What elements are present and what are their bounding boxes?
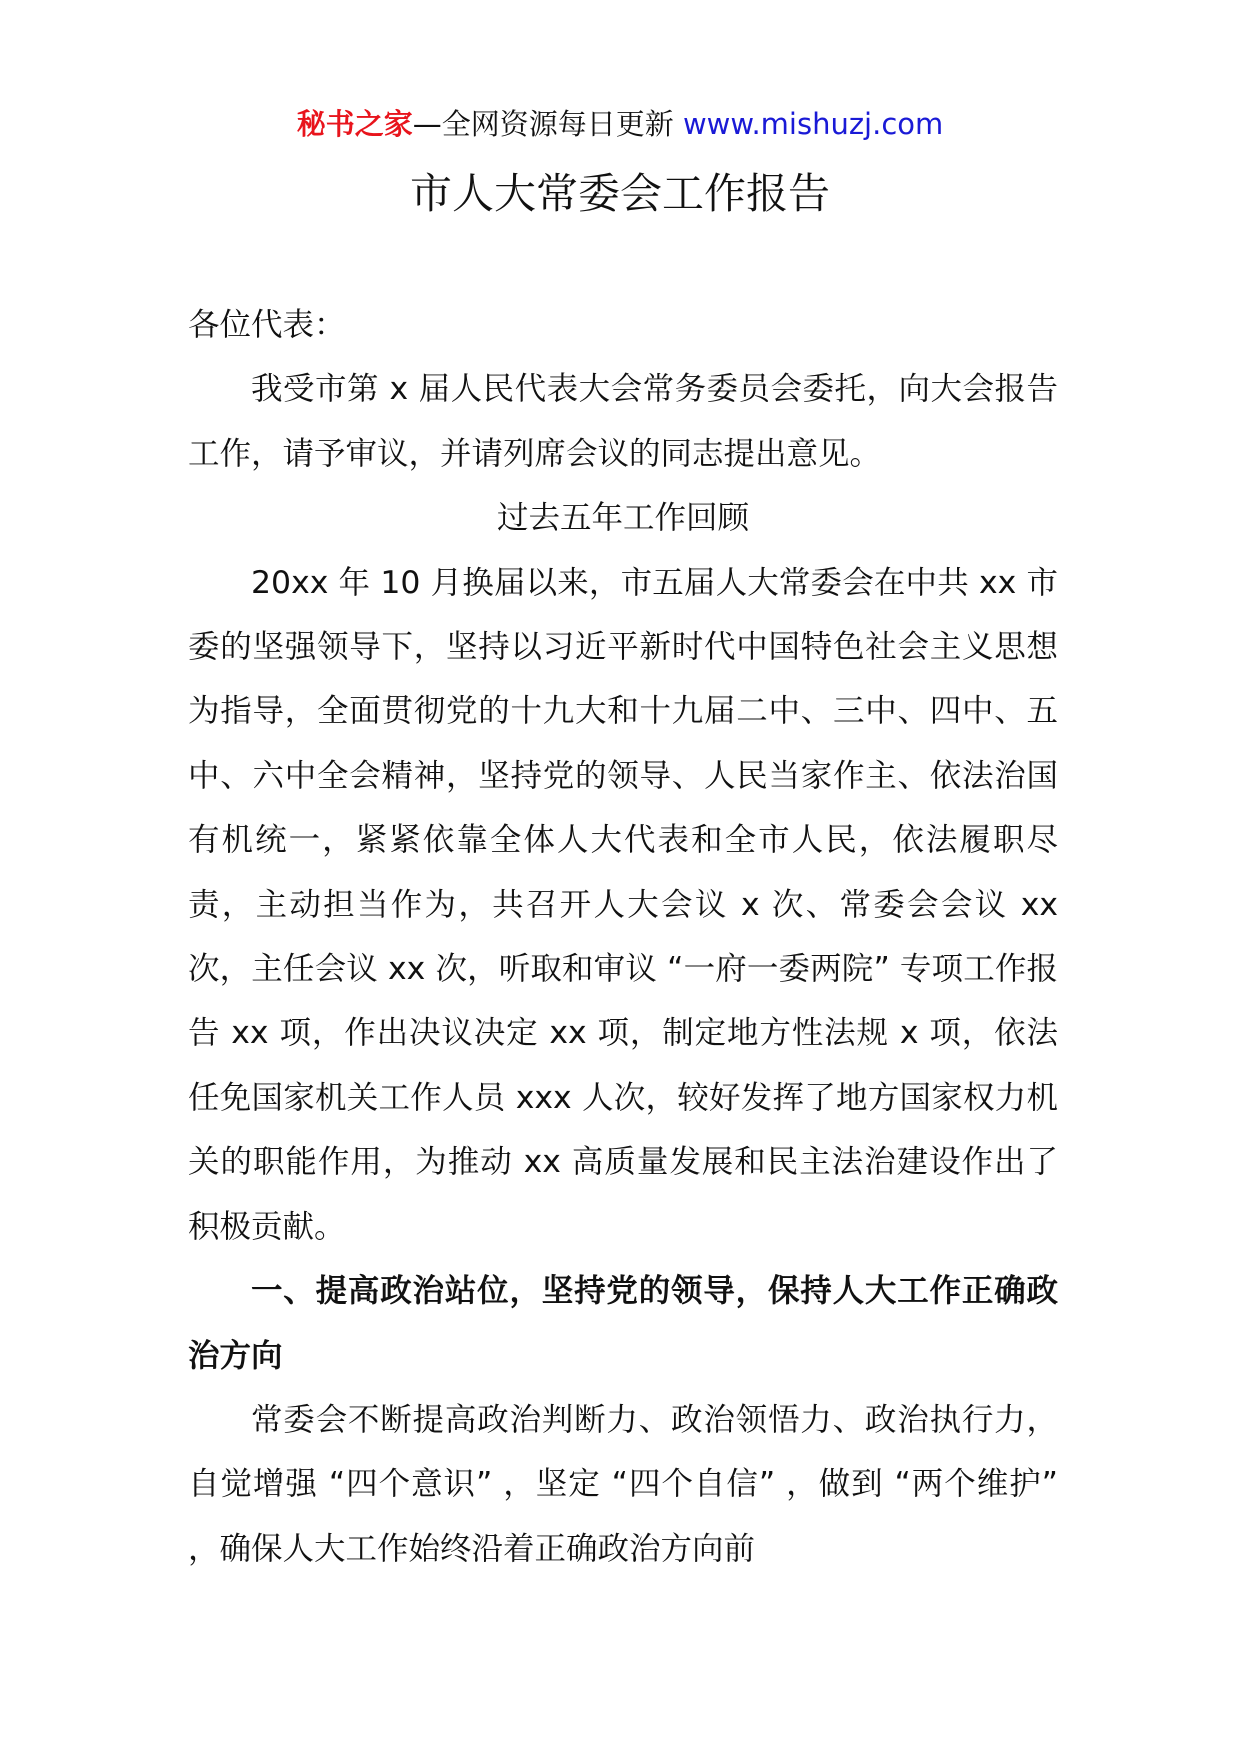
section-title: 过去五年工作回顾	[496, 500, 749, 537]
section-heading-1: 一、提高政治站位，坚持党的领导，保持人大工作正确政治方向	[188, 1273, 1058, 1374]
intro-paragraph: 我受市第 x 届人民代表大会常务委员会委托，向大会报告工作，请予审议，并请列席会议的同志提出意见。	[188, 371, 1058, 472]
site-header	[0, 104, 1240, 144]
header-tagline: —全网资源每日更新	[412, 107, 683, 141]
paragraph-review: 20xx 年 10 月换届以来，市五届人大常委会在中共 xx 市委的坚强领导下，坚持以习近平新时代中国特色社会主义思想为指导，全面贯彻党的十九大和十九届二中、三中、四中、五中、六中全会精神，坚持党的领导、人民当家作主、依法治国有机统一，紧紧依靠全体人大代表和全市人民，依法履职尽责，主动担当作为，共召开人大会议 x 次、常委会会议 xx 次，主任会议 xx 次，听取和审议 “一府一委两院” 专项工作报告 xx 项，作出决议决定 xx 项，制定地方性法规 x 项，依法任免国家机关工作人员 xxx 人次，较好发挥了地方国家权力机关的职能作用，为推动 xx 高质量发展和民主法治建设作出了积极贡献。	[188, 564, 1058, 1245]
brand-name: 秘书之家	[296, 107, 413, 141]
paragraph-politics: 常委会不断提高政治判断力、政治领悟力、政治执行力，自觉增强 “四个意识” ，坚定 “四个自信” ，做到 “两个维护” ，确保人大工作始终沿着正确政治方向前	[188, 1401, 1058, 1567]
document-body	[188, 293, 1058, 1581]
salutation: 各位代表：	[188, 307, 346, 343]
document-title: 市人大常委会工作报告	[409, 169, 830, 218]
site-url: www.mishuzj.com	[682, 107, 944, 141]
